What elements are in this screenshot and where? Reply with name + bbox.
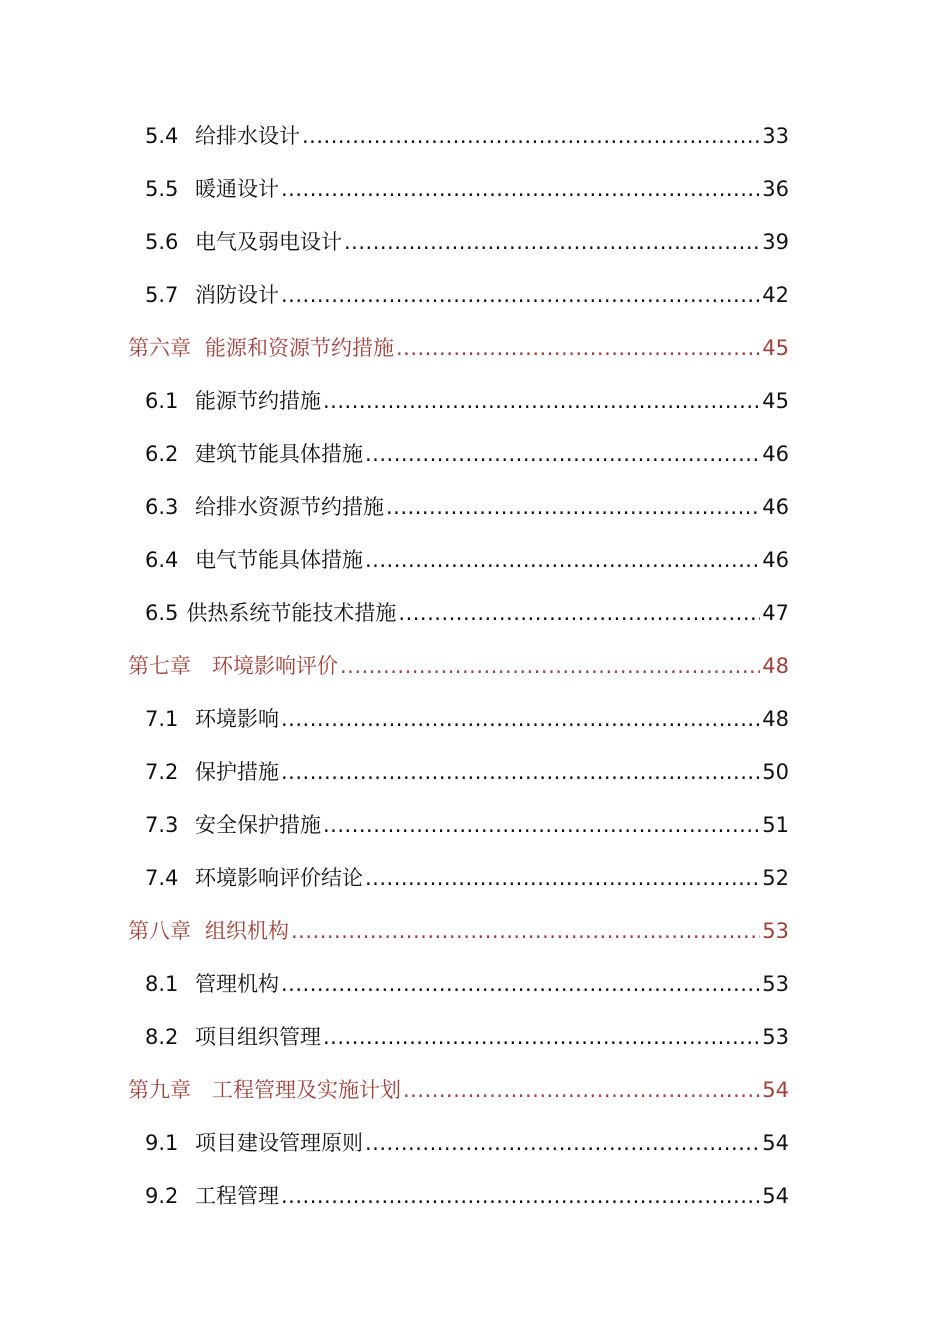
toc-entry-page: 53 — [762, 1025, 789, 1049]
toc-entry-number: 6.5 — [145, 601, 179, 625]
dot-leader — [365, 1129, 760, 1157]
dot-leader — [281, 1182, 760, 1210]
toc-entry-number: 5.7 — [145, 283, 179, 307]
toc-entry-number: 5.4 — [145, 124, 179, 148]
toc-entry-page: 48 — [762, 707, 789, 731]
toc-entry-title: 给排水资源节约措施 — [195, 495, 384, 519]
toc-entry-title: 环境影响评价结论 — [195, 866, 363, 890]
toc-chapter-9[interactable] — [128, 1064, 789, 1104]
toc-chapter-6[interactable] — [128, 322, 789, 362]
toc-entry-5-7[interactable] — [145, 269, 789, 309]
toc-entry-number: 9.2 — [145, 1184, 179, 1208]
toc-chapter-title: 工程管理及实施计划 — [212, 1078, 401, 1102]
toc-entry-title: 供热系统节能技术措施 — [186, 601, 397, 625]
toc-entry-6-1[interactable] — [145, 375, 789, 415]
dot-leader — [386, 493, 760, 521]
toc-entry-title: 建筑节能具体措施 — [195, 442, 363, 466]
toc-entry-number: 6.2 — [145, 442, 179, 466]
toc-entry-page: 51 — [762, 813, 789, 837]
dot-leader — [365, 440, 760, 468]
toc-chapter-7[interactable] — [128, 640, 789, 680]
toc-entry-title: 给排水设计 — [195, 124, 300, 148]
toc-entry-page: 54 — [762, 1184, 789, 1208]
toc-entry-page: 39 — [762, 230, 789, 254]
toc-entry-number: 5.5 — [145, 177, 179, 201]
toc-entry-7-4[interactable] — [145, 852, 789, 892]
toc-entry-number: 8.1 — [145, 972, 179, 996]
toc-entry-title: 项目建设管理原则 — [195, 1131, 363, 1155]
toc-entry-title: 暖通设计 — [195, 177, 279, 201]
toc-chapter-page: 45 — [762, 336, 789, 360]
toc-entry-number: 9.1 — [145, 1131, 179, 1155]
dot-leader — [281, 281, 760, 309]
toc-entry-number: 6.1 — [145, 389, 179, 413]
dot-leader — [281, 175, 760, 203]
toc-entry-title: 安全保护措施 — [195, 813, 321, 837]
dot-leader — [323, 387, 760, 415]
toc-entry-7-2[interactable] — [145, 746, 789, 786]
dot-leader — [281, 705, 760, 733]
dot-leader — [340, 652, 760, 680]
toc-entry-number: 8.2 — [145, 1025, 179, 1049]
dot-leader — [302, 122, 760, 150]
dot-leader — [396, 334, 760, 362]
toc-entry-number: 7.1 — [145, 707, 179, 731]
toc-entry-title: 电气节能具体措施 — [195, 548, 363, 572]
toc-entry-page: 46 — [762, 548, 789, 572]
toc-entry-page: 54 — [762, 1131, 789, 1155]
toc-chapter-page: 48 — [762, 654, 789, 678]
toc-entry-title: 消防设计 — [195, 283, 279, 307]
toc-entry-5-4[interactable] — [145, 110, 789, 150]
toc-entry-9-1[interactable] — [145, 1117, 789, 1157]
toc-entry-number: 6.4 — [145, 548, 179, 572]
toc-entry-6-3[interactable] — [145, 481, 789, 521]
toc-entry-number: 7.4 — [145, 866, 179, 890]
toc-entry-8-2[interactable] — [145, 1011, 789, 1051]
toc-entry-title: 能源节约措施 — [195, 389, 321, 413]
dot-leader — [398, 599, 760, 627]
toc-entry-6-4[interactable] — [145, 534, 789, 574]
toc-entry-number: 7.2 — [145, 760, 179, 784]
toc-entry-number: 7.3 — [145, 813, 179, 837]
dot-leader — [403, 1076, 760, 1104]
dot-leader — [344, 228, 760, 256]
toc-entry-title: 工程管理 — [195, 1184, 279, 1208]
toc-entry-page: 47 — [762, 601, 789, 625]
toc-entry-title: 环境影响 — [195, 707, 279, 731]
toc-entry-5-6[interactable] — [145, 216, 789, 256]
toc-entry-8-1[interactable] — [145, 958, 789, 998]
toc-entry-page: 53 — [762, 972, 789, 996]
toc-entry-title: 项目组织管理 — [195, 1025, 321, 1049]
toc-entry-page: 42 — [762, 283, 789, 307]
toc-chapter-8[interactable] — [128, 905, 789, 945]
toc-entry-page: 46 — [762, 442, 789, 466]
toc-entry-page: 36 — [762, 177, 789, 201]
toc-entry-7-3[interactable] — [145, 799, 789, 839]
toc-entry-title: 保护措施 — [195, 760, 279, 784]
dot-leader — [281, 970, 760, 998]
dot-leader — [323, 811, 760, 839]
dot-leader — [365, 546, 760, 574]
toc-entry-number: 5.6 — [145, 230, 179, 254]
toc-chapter-page: 54 — [762, 1078, 789, 1102]
toc-chapter-number: 第八章 — [128, 919, 191, 943]
dot-leader — [323, 1023, 760, 1051]
toc-entry-title: 电气及弱电设计 — [195, 230, 342, 254]
toc-entry-title: 管理机构 — [195, 972, 279, 996]
toc-chapter-number: 第七章 — [128, 654, 191, 678]
dot-leader — [281, 758, 760, 786]
toc-chapter-title: 环境影响评价 — [212, 654, 338, 678]
toc-entry-page: 46 — [762, 495, 789, 519]
toc-entry-page: 50 — [762, 760, 789, 784]
toc-chapter-title: 组织机构 — [205, 919, 289, 943]
toc-entry-page: 45 — [762, 389, 789, 413]
toc-chapter-number: 第六章 — [128, 336, 191, 360]
toc-chapter-page: 53 — [762, 919, 789, 943]
toc-entry-page: 33 — [762, 124, 789, 148]
toc-chapter-number: 第九章 — [128, 1078, 191, 1102]
toc-entry-6-5[interactable] — [145, 587, 789, 627]
toc-chapter-title: 能源和资源节约措施 — [205, 336, 394, 360]
toc-entry-number: 6.3 — [145, 495, 179, 519]
toc-entry-6-2[interactable] — [145, 428, 789, 468]
dot-leader — [365, 864, 760, 892]
toc-entry-page: 52 — [762, 866, 789, 890]
toc-entry-5-5[interactable] — [145, 163, 789, 203]
dot-leader — [291, 917, 760, 945]
toc-entry-7-1[interactable] — [145, 693, 789, 733]
toc-entry-9-2[interactable] — [145, 1170, 789, 1210]
